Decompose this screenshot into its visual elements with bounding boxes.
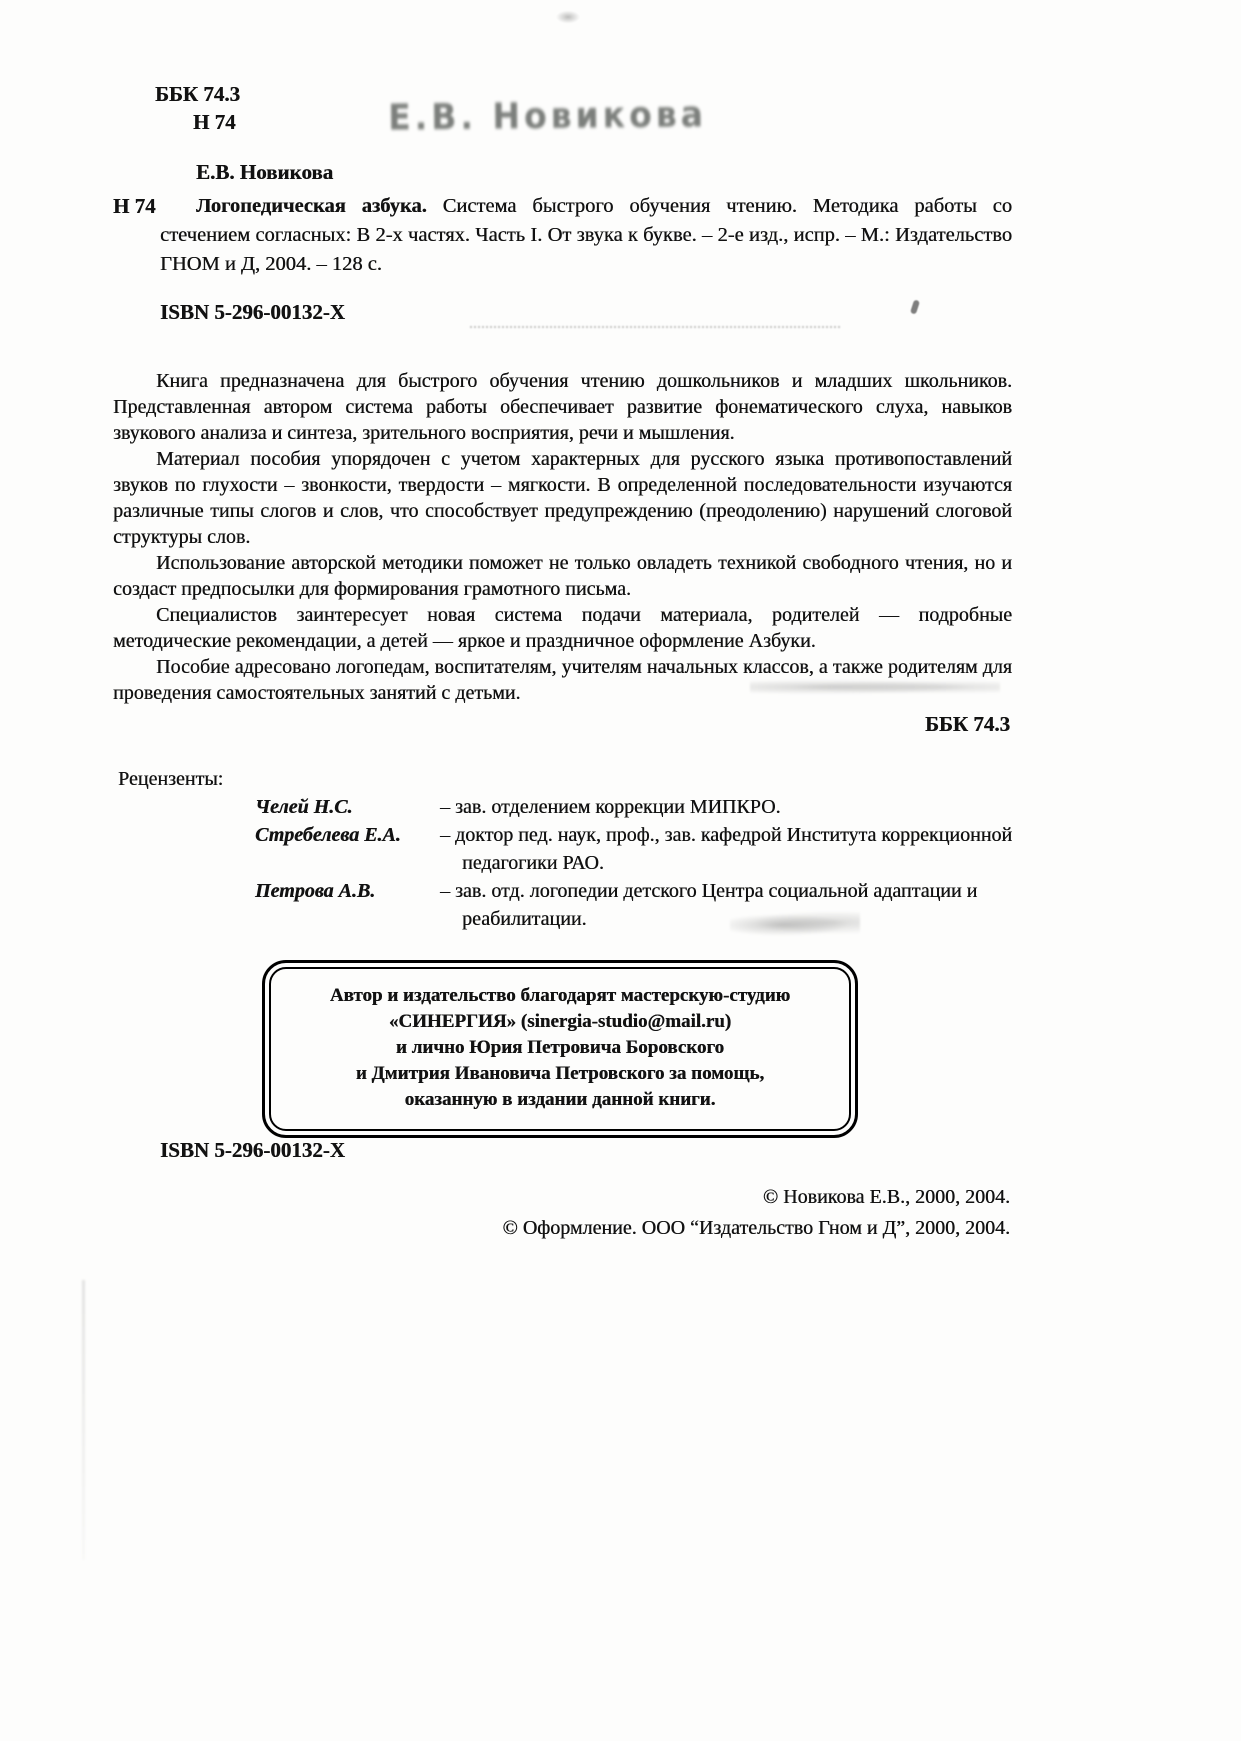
bbk-code-top: ББК 74.3	[155, 82, 240, 106]
reviewers-label: Рецензенты:	[118, 768, 224, 790]
scan-smudge	[470, 326, 840, 336]
reviewer-row	[118, 793, 1023, 821]
acknowledgement-line: и Дмитрия Ивановича Петровского за помощь,	[355, 1063, 765, 1084]
author-name: Е.В. Новикова	[196, 160, 334, 184]
scan-smudge	[910, 299, 920, 314]
acknowledgement-line: и лично Юрия Петровича Боровского	[395, 1037, 725, 1058]
reviewer-name: Петрова А.В.	[255, 880, 376, 902]
isbn-top: ISBN 5-296-00132-X	[160, 300, 345, 324]
book-title: Логопедическая азбука.	[196, 195, 427, 217]
annotation-paragraph: Пособие адресовано логопедам, воспитателям, учителям начальных классов, а также родителям для проведения самостоятельных занятий с детьми.	[113, 656, 1012, 704]
bibliographic-entry	[160, 192, 1012, 279]
reviewer-row	[118, 821, 1023, 877]
reviewer-description: – доктор пед. наук, проф., зав. кафедрой Института коррекционной педагогики РАО.	[440, 824, 1013, 874]
scan-fold-mark	[82, 1280, 85, 1560]
bibliographic-description: Система быстрого обучения чтению. Методика работы со стечением согласных: В 2-х частях. Часть I. От звука к букве. – 2-е изд., испр. – М.: Издательство ГНОМ и Д, 2004. – 128 с.	[160, 195, 1012, 275]
acknowledgement-line: Автор и издательство благодарят мастерскую-студию	[329, 985, 791, 1006]
scan-smudge	[555, 10, 581, 24]
annotation-paragraph: Специалистов заинтересует новая система подачи материала, родителей — подробные методические рекомендации, а детей — яркое и праздничное оформление Азбуки.	[113, 604, 1012, 652]
reviewer-name: Стребелева Е.А.	[255, 824, 401, 846]
annotation-paragraph: Материал пособия упорядочен с учетом характерных для русского языка противопоставлений звуков по глухости – звонкости, твердости – мягкости. В определенной последовательности изучаются различные типы слогов и слов, что способствует предупреждению (преодолению) нарушений слоговой структуры слов.	[113, 448, 1012, 548]
acknowledgement-text	[269, 967, 851, 1131]
copyright-line-publisher: © Оформление. ООО “Издательство Гном и Д”, 2000, 2004.	[502, 1217, 1010, 1239]
catalog-codes	[155, 80, 240, 136]
acknowledgement-line: оказанную в издании данной книги.	[404, 1089, 716, 1110]
bbk-code-right: ББК 74.3	[925, 712, 1010, 736]
acknowledgement-line: «СИНЕРГИЯ» (sinergia-studio@mail.ru)	[388, 1011, 732, 1032]
catalog-code-top: Н 74	[193, 110, 236, 134]
reviewer-name: Челей Н.С.	[255, 796, 353, 818]
library-stamp: Е.В. Новикова	[387, 92, 707, 139]
annotation-paragraph: Использование авторской методики поможет не только овладеть техникой свободного чтения, но и создаст предпосылки для формирования грамотного письма.	[113, 552, 1012, 600]
annotation-paragraph: Книга предназначена для быстрого обучения чтению дошкольников и младших школьников. Представленная автором система работы обеспечивает развитие фонематического слуха, навыков звукового анализа и синтеза, зрительного восприятия, речи и мышления.	[113, 370, 1012, 444]
isbn-bottom: ISBN 5-296-00132-X	[160, 1138, 345, 1162]
catalog-code-margin: Н 74	[113, 194, 156, 218]
reviewer-description: – зав. отд. логопедии детского Центра социальной адаптации и реабилитации.	[440, 880, 978, 930]
copyright-block	[113, 1182, 1010, 1244]
copyright-line-author: © Новикова Е.В., 2000, 2004.	[762, 1186, 1010, 1208]
acknowledgement-box	[262, 960, 858, 1138]
annotation-block	[113, 368, 1012, 706]
reviewer-row	[118, 877, 1023, 933]
reviewers-block	[118, 765, 1023, 933]
reviewer-description: – зав. отделением коррекции МИПКРО.	[440, 796, 781, 818]
